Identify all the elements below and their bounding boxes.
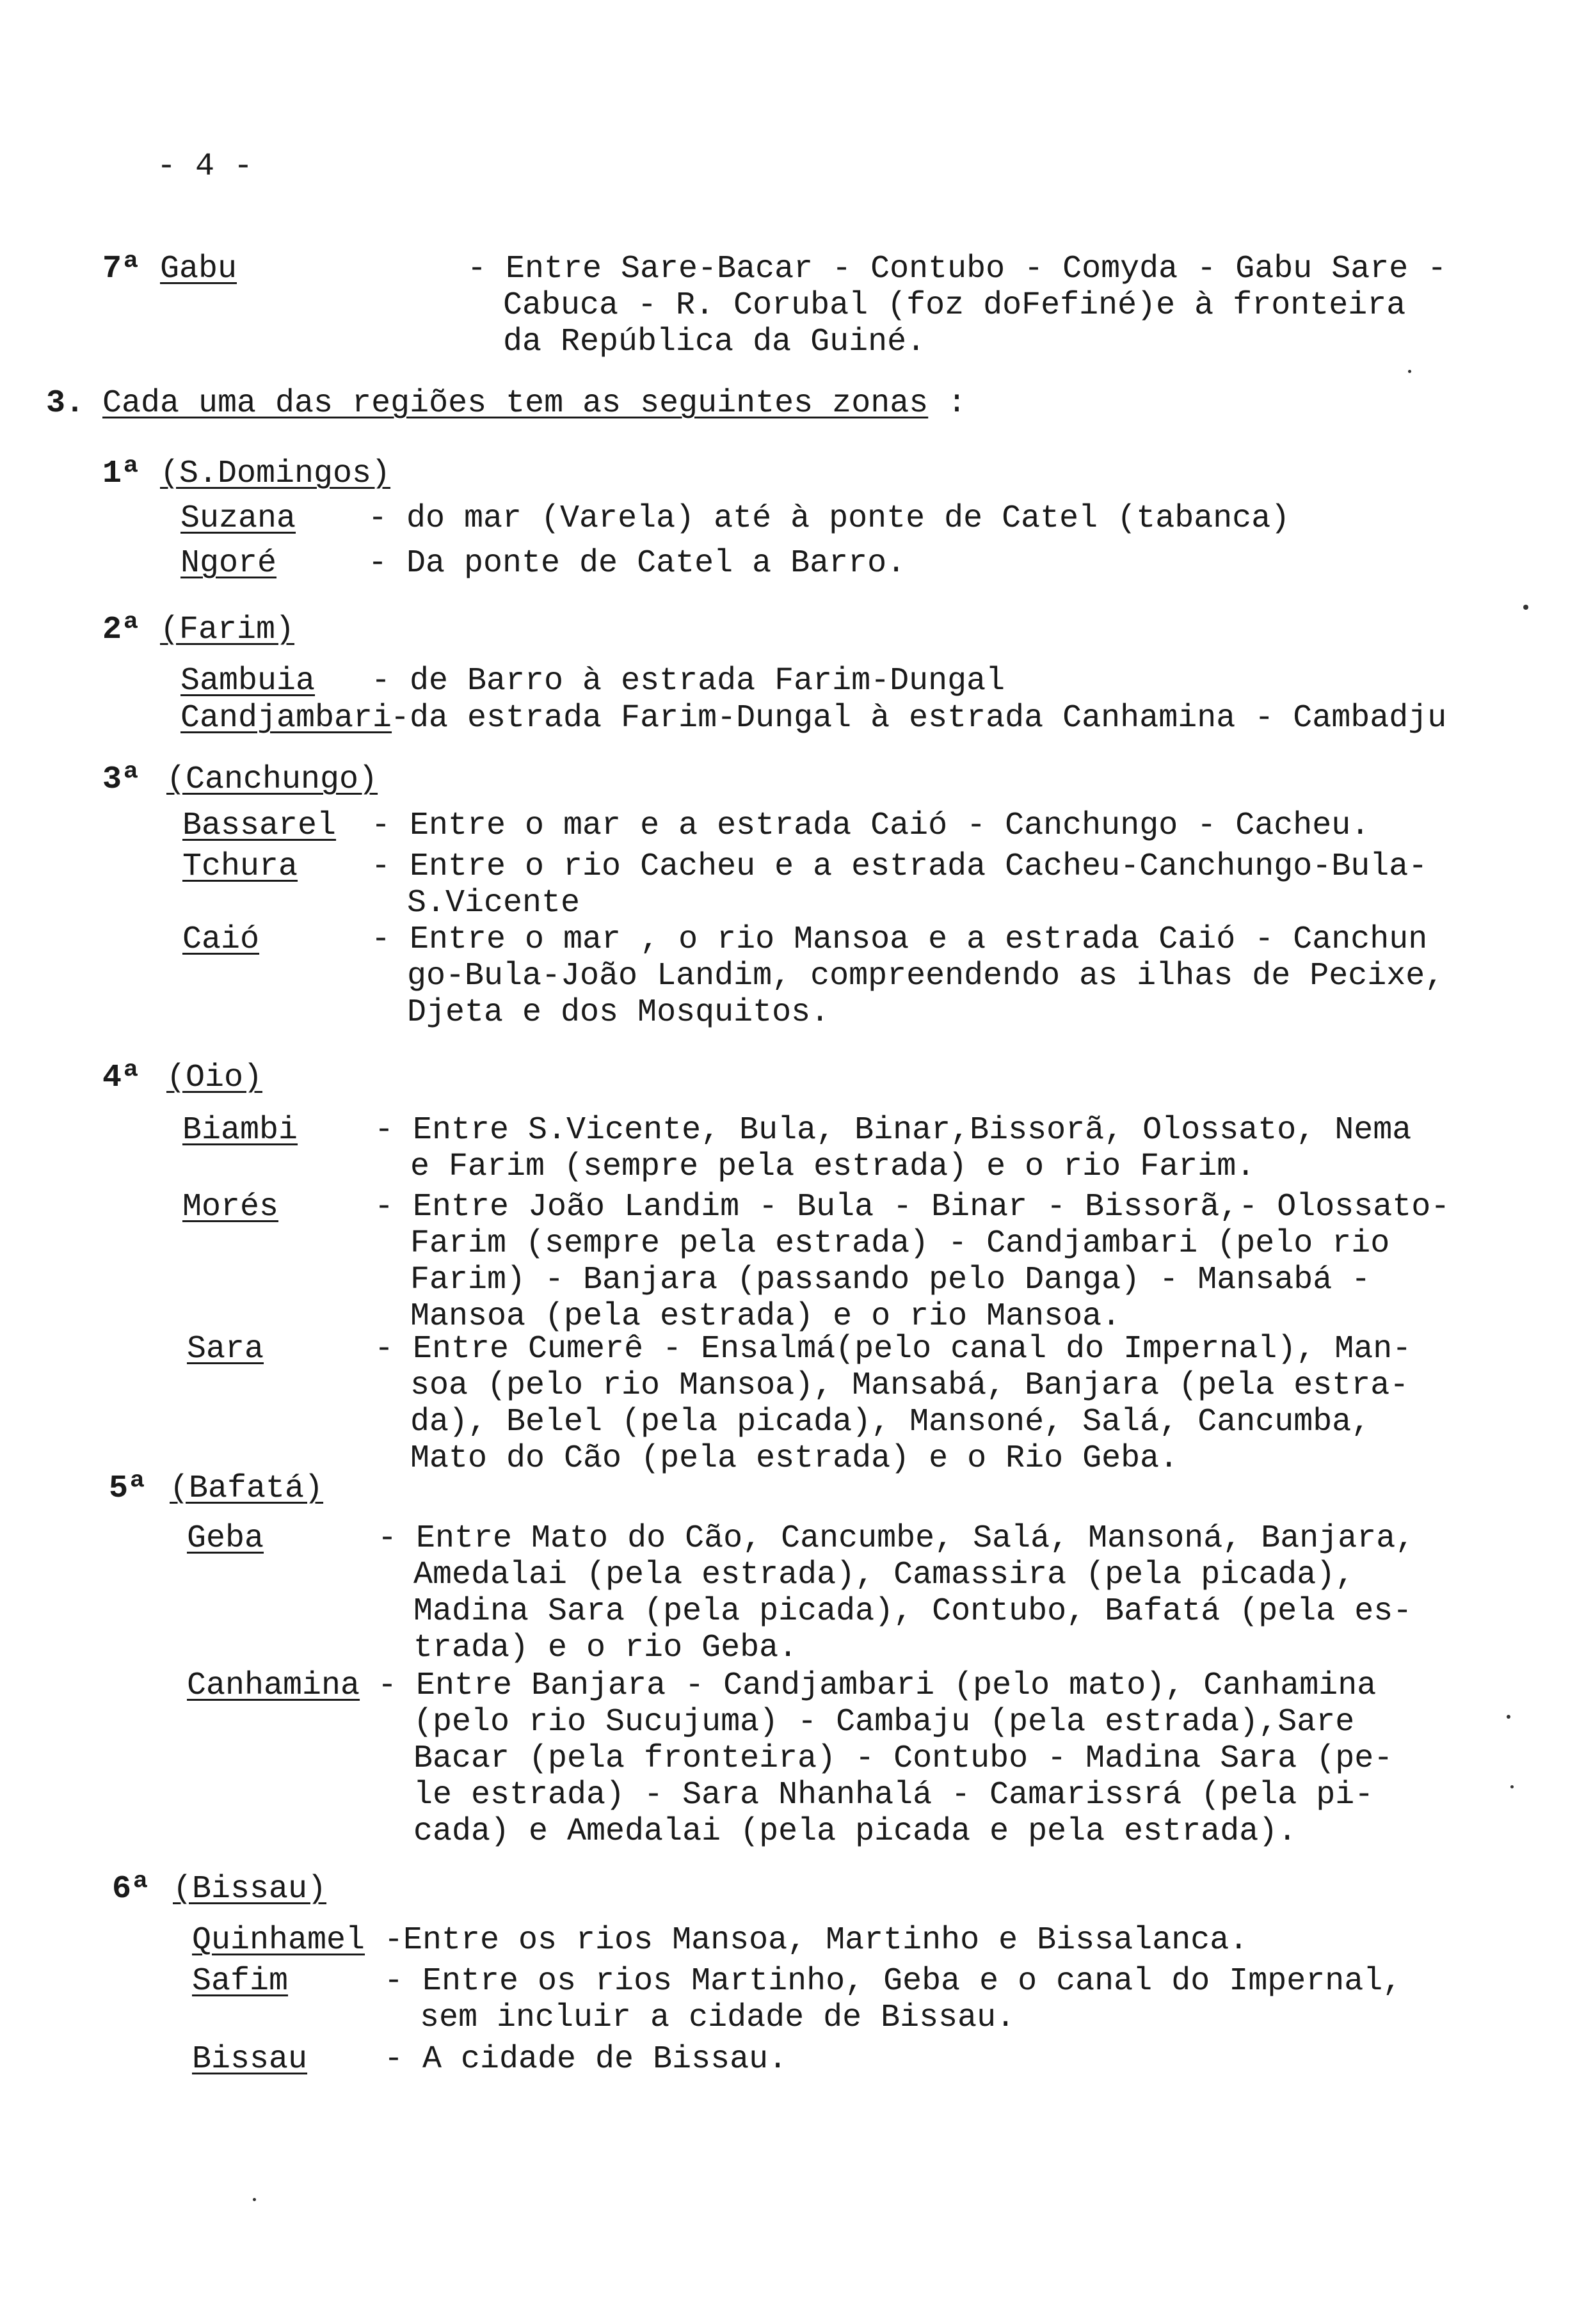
description-line: -Entre os rios Mansoa, Martinho e Bissalanca.: [384, 1922, 1249, 1959]
section-colon: :: [947, 385, 967, 422]
zone-name: Quinhamel: [192, 1922, 365, 1959]
section-heading: Cada uma das regiões tem as seguintes zonas: [102, 385, 929, 422]
description-line: - Entre o rio Cacheu e a estrada Cacheu-Canchungo-Bula-: [371, 848, 1428, 885]
region-name: (Oio): [166, 1060, 263, 1096]
scan-speck: [1507, 1715, 1510, 1719]
zone-description: [378, 1667, 1393, 1850]
description-line: Cabuca - R. Corubal (foz doFefiné)e à fronteira: [503, 287, 1406, 324]
description-line: Djeta e dos Mosquitos.: [407, 994, 830, 1031]
region-number: 7ª: [102, 251, 141, 287]
zone-name: Sambuia: [180, 663, 316, 699]
zone-description: [374, 1331, 1411, 1477]
zone-name: Tchura: [182, 848, 298, 885]
region-name: (Bissau): [173, 1871, 327, 1907]
zone-name: Suzana: [180, 500, 296, 537]
zone-description: [368, 545, 906, 582]
description-line: - Entre Mato do Cão, Cancumbe, Salá, Mansoná, Banjara,: [378, 1520, 1415, 1557]
description-line: cada) e Amedalai (pela picada e pela estrada).: [413, 1813, 1297, 1850]
region-name: (Farim): [160, 612, 295, 648]
region-name: (S.Domingos): [160, 456, 391, 492]
region-number: 3ª: [102, 761, 141, 798]
zone-description: [384, 1963, 1402, 2036]
description-line: - Entre o mar , o rio Mansoa e a estrada Caió - Canchun: [371, 921, 1428, 958]
description-line: - Entre os rios Martinho, Geba e o canal do Impernal,: [384, 1963, 1402, 2000]
scan-speck: [253, 2198, 256, 2201]
description-line: soa (pelo rio Mansoa), Mansabá, Banjara (pela estra-: [410, 1367, 1409, 1404]
zone-name: Morés: [182, 1189, 279, 1225]
zone-name: Biambi: [182, 1112, 298, 1149]
zone-name: Candjambari: [180, 700, 392, 736]
description-line: go-Bula-João Landim, compreendendo as ilhas de Pecixe,: [407, 958, 1445, 994]
zone-name: Bissau: [192, 2041, 308, 2078]
description-line: S.Vicente: [407, 885, 580, 921]
description-line: - Entre Cumerê - Ensalmá(pelo canal do Impernal), Man-: [374, 1331, 1412, 1367]
description-line: Mato do Cão (pela estrada) e o Rio Geba.: [410, 1440, 1179, 1477]
region-number: 1ª: [102, 456, 141, 492]
description-line: da República da Guiné.: [503, 324, 926, 360]
scan-speck: [1510, 1785, 1514, 1788]
zone-description: [371, 921, 1444, 1031]
zone-name: Ngoré: [180, 545, 277, 582]
region-number: 6ª: [112, 1871, 151, 1907]
region-number: 5ª: [109, 1470, 148, 1507]
description-line: Farim) - Banjara (passando pelo Danga) - Mansabá -: [410, 1262, 1371, 1298]
description-line: - A cidade de Bissau.: [384, 2041, 788, 2078]
zone-name: Geba: [187, 1520, 264, 1557]
zone-description: [384, 2041, 787, 2078]
scan-speck: [1408, 370, 1411, 373]
description-line: - do mar (Varela) até à ponte de Catel (tabanca): [368, 500, 1290, 537]
zone-name: Bassarel: [182, 808, 337, 844]
zone-name: Safim: [192, 1963, 289, 2000]
zone-description: [384, 1922, 1248, 1959]
zone-name: Canhamina: [187, 1667, 360, 1704]
zone-description: [374, 1189, 1450, 1335]
region-name: (Bafatá): [170, 1470, 324, 1507]
zone-description: [371, 848, 1427, 921]
scan-speck: [1523, 605, 1528, 610]
section-number: 3.: [46, 385, 85, 422]
description-line: Bacar (pela fronteira) - Contubo - Madina Sara (pe-: [413, 1740, 1393, 1777]
description-line: - Entre João Landim - Bula - Binar - Bissorã,- Olossato-: [374, 1189, 1450, 1225]
description-line: e Farim (sempre pela estrada) e o rio Farim.: [410, 1149, 1256, 1185]
zone-description: [390, 700, 1446, 736]
zone-description: [378, 1520, 1414, 1666]
description-line: trada) e o rio Geba.: [413, 1630, 798, 1666]
region-name: (Canchungo): [166, 761, 378, 798]
zone-description: [371, 663, 1005, 699]
zone-description: [368, 500, 1290, 537]
description-line: -da estrada Farim-Dungal à estrada Canhamina - Cambadju: [390, 700, 1447, 736]
zone-description: [374, 1112, 1411, 1185]
description-line: - Entre S.Vicente, Bula, Binar,Bissorã, Olossato, Nema: [374, 1112, 1412, 1149]
zone-description: [371, 808, 1370, 844]
description-line: Farim (sempre pela estrada) - Candjambari (pelo rio: [410, 1225, 1390, 1262]
description-line: - Entre Banjara - Candjambari (pelo mato), Canhamina: [378, 1667, 1377, 1704]
description-line: Amedalai (pela estrada), Camassira (pela picada),: [413, 1557, 1355, 1593]
description-line: - Da ponte de Catel a Barro.: [368, 545, 906, 582]
description-line: Mansoa (pela estrada) e o rio Mansoa.: [410, 1298, 1121, 1335]
region-number: 2ª: [102, 612, 141, 648]
description-line: - de Barro à estrada Farim-Dungal: [371, 663, 1005, 699]
description-line: - Entre o mar e a estrada Caió - Canchungo - Cacheu.: [371, 808, 1370, 844]
description-line: le estrada) - Sara Nhanhalá - Camarissrá (pela pi-: [413, 1777, 1374, 1813]
page-number: - 4 -: [157, 148, 253, 185]
region-description: [467, 251, 1446, 360]
zone-name: Caió: [182, 921, 260, 958]
description-line: da), Belel (pela picada), Mansoné, Salá, Cancumba,: [410, 1404, 1371, 1440]
region-name: Gabu: [160, 251, 237, 287]
region-number: 4ª: [102, 1060, 141, 1096]
description-line: sem incluir a cidade de Bissau.: [420, 2000, 1016, 2036]
zone-name: Sara: [187, 1331, 264, 1367]
description-line: Madina Sara (pela picada), Contubo, Bafatá (pela es-: [413, 1593, 1413, 1630]
description-line: - Entre Sare-Bacar - Contubo - Comyda - Gabu Sare -: [467, 251, 1447, 287]
description-line: (pelo rio Sucujuma) - Cambaju (pela estrada),Sare: [413, 1704, 1355, 1740]
